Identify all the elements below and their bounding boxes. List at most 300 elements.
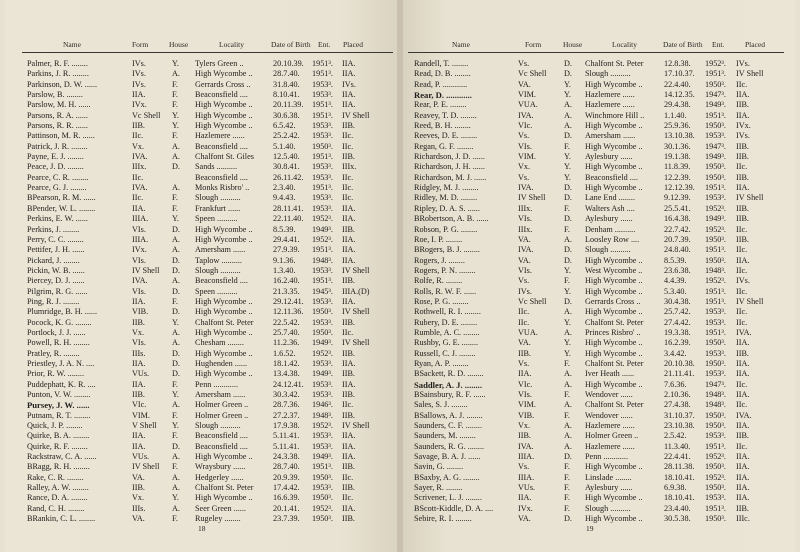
form-cell: VIs. (132, 255, 146, 265)
date-of-birth-cell: 18.1.42. (273, 358, 300, 368)
placed-cell: IIc. (342, 183, 354, 193)
date-of-birth-cell: 5.3.40. (664, 286, 687, 296)
date-of-birth-cell: 1.3.40. (273, 265, 296, 275)
table-row (400, 276, 795, 286)
form-cell: IIIx. (518, 203, 533, 213)
entry-year-cell: 1950³. (705, 162, 726, 172)
page-number: 18 (198, 524, 206, 533)
house-cell: A. (172, 338, 180, 348)
entry-year-cell: 1949³. (705, 152, 726, 162)
table-row (5, 483, 400, 493)
table-row (400, 162, 795, 172)
table-row (400, 69, 795, 79)
table-row (400, 287, 795, 297)
table-row (5, 162, 400, 172)
placed-cell: IIB. (342, 514, 355, 524)
house-cell: Y. (564, 286, 571, 296)
entry-year-cell: 1946³. (312, 400, 333, 410)
form-cell: VIs. (518, 390, 532, 399)
house-cell: F. (564, 358, 570, 368)
form-cell: IVA. (132, 152, 148, 162)
house-cell: Y. (172, 110, 179, 120)
date-of-birth-cell: 2.5.42. (664, 431, 687, 441)
date-of-birth-cell: 8.5.39. (664, 255, 687, 265)
locality-cell: High Wycombe .. (195, 234, 253, 244)
date-of-birth-cell: 18.10.41. (664, 493, 695, 503)
entry-year-cell: 1953³. (312, 441, 333, 451)
placed-cell: IIc. (736, 79, 748, 89)
pupil-name: Peace, J. D. ........ (27, 162, 84, 172)
placed-cell: IIA. (342, 441, 356, 451)
column-header-locality: Locality (219, 40, 244, 49)
house-cell: Y. (172, 59, 179, 68)
table-row (5, 100, 400, 110)
form-cell: IIIx. (518, 224, 533, 234)
pupil-name: Perry, C. C. ........ (27, 234, 84, 244)
table-row (5, 287, 400, 297)
form-cell: IVs. (132, 69, 146, 79)
pupil-name: BSaxby, A. G. ........ (414, 472, 480, 482)
date-of-birth-cell: 27.2.37. (273, 410, 300, 420)
house-cell: D. (564, 69, 572, 79)
date-of-birth-cell: 8.5.39. (273, 224, 296, 234)
placed-cell: IIc. (342, 493, 354, 503)
form-cell: VUs. (132, 452, 150, 462)
form-cell: IV Shell (132, 265, 160, 275)
form-cell: IVx. (132, 245, 147, 255)
pupil-name: BScott-Kiddle, D. A. .... (414, 503, 494, 513)
table-row (400, 380, 795, 390)
pupil-name: Saunders, C. F. ........ (414, 421, 483, 431)
form-cell: IIA. (132, 358, 146, 368)
form-cell: VA. (518, 514, 531, 524)
pupil-name: Reed, B. H. ........ (414, 121, 471, 131)
date-of-birth-cell: 22.4.41. (664, 452, 691, 462)
entry-year-cell: 1953³. (705, 307, 726, 317)
table-row (400, 214, 795, 224)
form-cell: VIc. (518, 121, 533, 131)
placed-cell: IVA. (736, 410, 752, 420)
placed-cell: IIc. (736, 441, 748, 451)
house-cell: A. (172, 472, 180, 482)
form-cell: VIs. (132, 338, 146, 348)
placed-cell: IIA. (342, 452, 356, 462)
date-of-birth-cell: 16.4.38. (664, 214, 691, 224)
pupil-name: Rushby, G. E. ........ (414, 338, 479, 348)
placed-cell: IV Shell (342, 338, 370, 348)
locality-cell: Slough .......... (195, 193, 241, 203)
table-row (5, 90, 400, 100)
locality-cell: High Wycombe .. (195, 348, 253, 358)
pupil-name: BSallows, A. J. ........ (414, 410, 483, 420)
locality-cell: Slough .......... (585, 245, 631, 255)
form-cell: VIs. (518, 141, 532, 151)
house-cell: D. (564, 255, 572, 265)
table-row (400, 121, 795, 131)
placed-cell: IIA. (342, 234, 356, 244)
pupil-name: Reavey, T. D. ........ (414, 110, 477, 120)
date-of-birth-cell: 31.8.40. (273, 79, 300, 89)
placed-cell: IIB. (736, 214, 749, 224)
date-of-birth-cell: 20.10.39. (273, 59, 304, 68)
house-cell: D. (172, 358, 180, 368)
entry-year-cell: 1953³. (312, 379, 333, 389)
entry-year-cell: 1947³. (705, 90, 726, 100)
locality-cell: Walters Ash .... (585, 203, 635, 213)
form-cell: IIA. (132, 90, 146, 100)
pupil-name: BRagg, R. H. ........ (27, 462, 90, 472)
locality-cell: Beaconsfield .... (585, 172, 638, 182)
locality-cell: Gerrards Cross .. (585, 296, 641, 306)
entry-year-cell: 1951³. (312, 462, 333, 472)
table-row (5, 111, 400, 121)
locality-cell: Slough .......... (195, 421, 241, 431)
pupil-name: Rogers, J. ........ (414, 255, 465, 265)
house-cell: Y. (564, 338, 571, 348)
form-cell: VUA. (518, 327, 538, 337)
locality-cell: Wendover ...... (585, 390, 633, 399)
placed-cell: IIA. (736, 338, 750, 348)
placed-cell: IIB. (342, 348, 355, 358)
form-cell: IVs. (132, 59, 146, 68)
table-row (400, 493, 795, 503)
date-of-birth-cell: 2.3.40. (273, 183, 296, 193)
pupil-name: Puddephatt, K. R. .... (27, 379, 96, 389)
locality-cell: Chalfont St. Peter (195, 483, 254, 493)
form-cell: IIA. (132, 379, 146, 389)
date-of-birth-cell: 30.4.38. (664, 296, 691, 306)
house-cell: A. (564, 369, 572, 379)
house-cell: D. (564, 245, 572, 255)
entry-year-cell: 1953³. (705, 317, 726, 327)
table-row (400, 473, 795, 483)
placed-cell: IIA. (342, 59, 356, 68)
table-row (400, 111, 795, 121)
placed-cell: IIA. (342, 503, 356, 513)
pupil-name: Patrick, J. R. ........ (27, 141, 88, 151)
pupil-name: BSackett, R. D. ........ (414, 369, 484, 379)
date-of-birth-cell: 20.1.41. (273, 503, 300, 513)
date-of-birth-cell: 23.10.38. (664, 421, 695, 431)
column-header-name: Name (63, 40, 81, 49)
column-header-form: Form (132, 40, 149, 49)
locality-cell: High Wycombe .. (585, 162, 643, 172)
table-row (400, 266, 795, 276)
locality-cell: Winchmore Hill .. (585, 110, 645, 120)
locality-cell: High Wycombe .. (195, 224, 253, 234)
entry-year-cell: 1950³. (705, 462, 726, 472)
form-cell: Vs. (518, 59, 530, 68)
entry-year-cell: 1947³. (705, 141, 726, 151)
house-cell: Y. (172, 493, 179, 503)
form-cell: Vx. (132, 493, 145, 503)
entry-year-cell: 1953³. (705, 369, 726, 379)
placed-cell: IIB. (342, 369, 355, 379)
locality-cell: Slough .......... (585, 69, 631, 79)
placed-cell: IIIA.(D) (342, 286, 370, 296)
entry-year-cell: 1950³. (312, 493, 333, 503)
table-row (400, 359, 795, 369)
placed-cell: IIA. (342, 358, 356, 368)
house-cell: F. (172, 193, 178, 203)
locality-cell: High Wycombe .. (585, 141, 643, 151)
entry-year-cell: 1950³. (312, 307, 333, 317)
column-header-placed: Placed (745, 40, 765, 49)
entry-year-cell: 1951³. (705, 183, 726, 193)
form-cell: Vs. (518, 358, 530, 368)
pupil-name: Pursey, J. W. ...... (27, 400, 90, 411)
placed-cell: IIB. (342, 410, 355, 420)
form-cell: IIB. (132, 317, 145, 327)
date-of-birth-cell: 14.12.35. (664, 90, 695, 100)
table-row (5, 442, 400, 452)
form-cell: IIc. (132, 193, 144, 203)
locality-cell: West Wycombe .. (585, 265, 643, 275)
date-of-birth-cell: 24.8.40. (664, 245, 691, 255)
pupil-name: Rolfe, R. ........ (414, 276, 463, 286)
table-row (5, 307, 400, 317)
table-row (400, 431, 795, 441)
locality-cell: High Wycombe .. (195, 296, 253, 306)
table-row (400, 328, 795, 338)
placed-cell: IIB. (342, 152, 355, 162)
table-row (5, 173, 400, 183)
locality-cell: Frankfurt ...... (195, 203, 241, 213)
placed-cell: IIB. (736, 503, 749, 513)
date-of-birth-cell: 29.4.38. (664, 100, 691, 110)
pupil-name: Rose, P. G. ........ (414, 296, 469, 306)
locality-cell: High Wycombe .. (585, 462, 643, 472)
pupil-name: Putnam, R. T. ........ (27, 410, 91, 420)
date-of-birth-cell: 20.11.39. (273, 100, 304, 110)
pupil-name: BPender, W. L. ........ (27, 203, 96, 213)
placed-cell: IIB. (736, 100, 749, 110)
placed-cell: IIc. (342, 193, 354, 203)
pupil-name: BPearson, R. M. ...... (27, 193, 96, 203)
placed-cell: IIB. (342, 276, 355, 286)
house-cell: A. (564, 121, 572, 131)
date-of-birth-cell: 30.5.38. (664, 514, 691, 524)
house-cell: F. (564, 390, 570, 399)
locality-cell: High Wycombe .. (585, 493, 643, 503)
placed-cell: IIc. (736, 379, 748, 389)
locality-cell: Beaconsfield .... (195, 90, 248, 100)
pupil-name: Savin, G. ........ (414, 462, 464, 472)
table-row (400, 349, 795, 359)
locality-cell: Aylesbury ...... (585, 483, 633, 493)
date-of-birth-cell: 30.6.38. (273, 110, 300, 120)
locality-cell: Wraysbury ...... (195, 462, 246, 472)
pupil-name: Ryan, A. P. ........ (414, 358, 469, 368)
house-cell: A. (172, 327, 180, 337)
house-cell: F. (564, 503, 570, 513)
pupil-name: Ripley, D. A. S. ...... (414, 203, 480, 213)
table-row (400, 204, 795, 214)
pupil-name: Saddler, A. J. ........ (414, 379, 482, 390)
house-cell: D. (564, 452, 572, 462)
pupil-name: Ridley, M. D. ........ (414, 193, 478, 203)
placed-cell: IIc. (736, 317, 748, 327)
house-cell: A. (564, 307, 572, 317)
form-cell: IIIA. (132, 214, 149, 224)
pupil-name: Punton, V. W. ........ (27, 390, 91, 399)
entry-year-cell: 1953³. (312, 358, 333, 368)
column-header-house: House (563, 40, 583, 49)
locality-cell: High Wycombe .. (585, 183, 643, 193)
placed-cell: IIc. (736, 162, 748, 172)
form-cell: Vc Shell (518, 69, 547, 79)
date-of-birth-cell: 28.11.41. (273, 203, 304, 213)
entry-year-cell: 1953³. (312, 265, 333, 275)
form-cell: IVA. (518, 245, 534, 255)
pupil-name: Richardson, M. J. ...... (414, 172, 487, 182)
pupil-name: Pearce, C. R. ........ (27, 172, 89, 182)
date-of-birth-cell: 17.10.37. (664, 69, 695, 79)
table-row (400, 142, 795, 152)
placed-cell: IIA. (736, 358, 750, 368)
placed-cell: IIA. (342, 69, 356, 79)
house-cell: A. (172, 400, 180, 410)
column-header-ent.: Ent. (318, 40, 331, 49)
entry-year-cell: 1952³. (312, 503, 333, 513)
form-cell: IIB. (132, 121, 145, 131)
form-cell: IIA. (132, 203, 146, 213)
date-of-birth-cell: 13.10.38. (664, 131, 695, 141)
form-cell: VIM. (132, 410, 150, 420)
table-row (5, 411, 400, 421)
date-of-birth-cell: 12.2.39. (664, 172, 691, 182)
placed-cell: IIA. (736, 421, 750, 431)
table-row (400, 80, 795, 90)
form-cell: Vc Shell (132, 110, 161, 120)
date-of-birth-cell: 30.8.41. (273, 162, 300, 172)
pupil-name: Richardson, J. H. ...... (414, 162, 485, 172)
table-row (5, 473, 400, 483)
form-cell: IIIA. (132, 234, 149, 244)
placed-cell: IIB. (736, 172, 749, 182)
table-row (400, 338, 795, 348)
locality-cell: Beaconsfield .... (195, 431, 248, 441)
date-of-birth-cell: 5.11.41. (273, 431, 300, 441)
locality-cell: Penn ............ (585, 452, 628, 462)
placed-cell: IIIx. (342, 162, 357, 172)
date-of-birth-cell: 17.9.38. (273, 421, 300, 431)
placed-cell: IIB. (342, 121, 355, 131)
entry-year-cell: 1950³. (705, 121, 726, 131)
entry-year-cell: 1953³. (705, 348, 726, 358)
locality-cell: Wendover ...... (585, 410, 633, 420)
placed-cell: IIc. (736, 224, 748, 234)
date-of-birth-cell: 17.4.42. (273, 483, 300, 493)
pupil-name: Saunders, M. ........ (414, 431, 476, 441)
page-left (5, 0, 400, 552)
locality-cell: Tylers Green .. (195, 59, 244, 68)
form-cell: Vs. (518, 172, 530, 182)
house-cell: D. (564, 183, 572, 193)
form-cell: IIB. (132, 483, 145, 493)
locality-cell: Speen .......... (195, 286, 238, 296)
placed-cell: IIA. (736, 183, 750, 193)
date-of-birth-cell: 1.6.52. (273, 348, 296, 358)
pupil-name: Roe, I. P. ........ (414, 234, 463, 244)
placed-cell: IV Shell (736, 69, 764, 79)
house-cell: A. (564, 327, 572, 337)
entry-year-cell: 1951³. (312, 276, 333, 286)
table-row (400, 462, 795, 472)
house-cell: Y. (172, 317, 179, 327)
house-cell: A. (172, 152, 180, 162)
house-cell: D. (564, 214, 572, 224)
locality-cell: Amersham ...... (195, 390, 246, 399)
locality-cell: High Wycombe .. (585, 255, 643, 265)
entry-year-cell: 1947³. (705, 379, 726, 389)
house-cell: D. (564, 59, 572, 68)
table-row (5, 131, 400, 141)
form-cell: IV Shell (132, 462, 160, 472)
house-cell: A. (564, 110, 572, 120)
placed-cell: IIc. (736, 307, 748, 317)
entry-year-cell: 1950³. (312, 141, 333, 151)
house-cell: D. (172, 162, 180, 172)
entry-year-cell: 1952³. (705, 224, 726, 234)
locality-cell: High Wycombe .. (585, 379, 643, 389)
entry-year-cell: 1953³. (312, 390, 333, 399)
date-of-birth-cell: 8.10.41. (273, 90, 300, 100)
entry-year-cell: 1952³. (705, 472, 726, 482)
form-cell: VUs. (132, 369, 150, 379)
entry-year-cell: 1950³. (705, 421, 726, 431)
date-of-birth-cell: 20.7.39. (664, 234, 691, 244)
date-of-birth-cell: 7.6.36. (664, 379, 687, 389)
entry-year-cell: 1948³. (312, 410, 333, 420)
date-of-birth-cell: 25.5.41. (664, 203, 691, 213)
pupil-name: Sales, S. J. ........ (414, 400, 468, 410)
locality-cell: Rugeley ........ (195, 514, 241, 524)
entry-year-cell: 1950³. (705, 410, 726, 420)
house-cell: F. (172, 462, 178, 472)
pupil-name: Priestley, J. A. N. .... (27, 358, 95, 368)
table-row (400, 390, 795, 400)
locality-cell: Chalfont St. Peter (585, 358, 644, 368)
pupil-name: Savage, B. A. J. ...... (414, 452, 481, 462)
date-of-birth-cell: 25.2.42. (273, 131, 300, 141)
house-cell: A. (564, 421, 572, 431)
house-cell: F. (564, 483, 570, 493)
date-of-birth-cell: 22.11.40. (273, 214, 304, 224)
date-of-birth-cell: 1.1.40. (664, 110, 687, 120)
house-cell: F. (564, 410, 570, 420)
placed-cell: IIA. (736, 483, 750, 493)
pupil-name: Rothwell, R. I. ........ (414, 307, 481, 317)
house-cell: Y. (564, 265, 571, 275)
table-row (5, 121, 400, 131)
house-cell: A. (172, 183, 180, 193)
entry-year-cell: 1950³. (705, 255, 726, 265)
form-cell: IVx. (132, 100, 147, 110)
placed-cell: IIA. (342, 379, 356, 389)
entry-year-cell: 1953³. (312, 131, 333, 141)
locality-cell: Hazlemere ...... (585, 441, 635, 451)
entry-year-cell: 1952³. (312, 214, 333, 224)
locality-cell: Chalfont St. Peter (585, 400, 644, 410)
date-of-birth-cell: 3.4.42. (664, 348, 687, 358)
house-cell: A. (172, 234, 180, 244)
date-of-birth-cell: 23.7.39. (273, 514, 300, 524)
page-number: 19 (586, 524, 594, 533)
placed-cell: IIA. (736, 90, 750, 100)
table-row (400, 235, 795, 245)
house-cell: F. (564, 462, 570, 472)
